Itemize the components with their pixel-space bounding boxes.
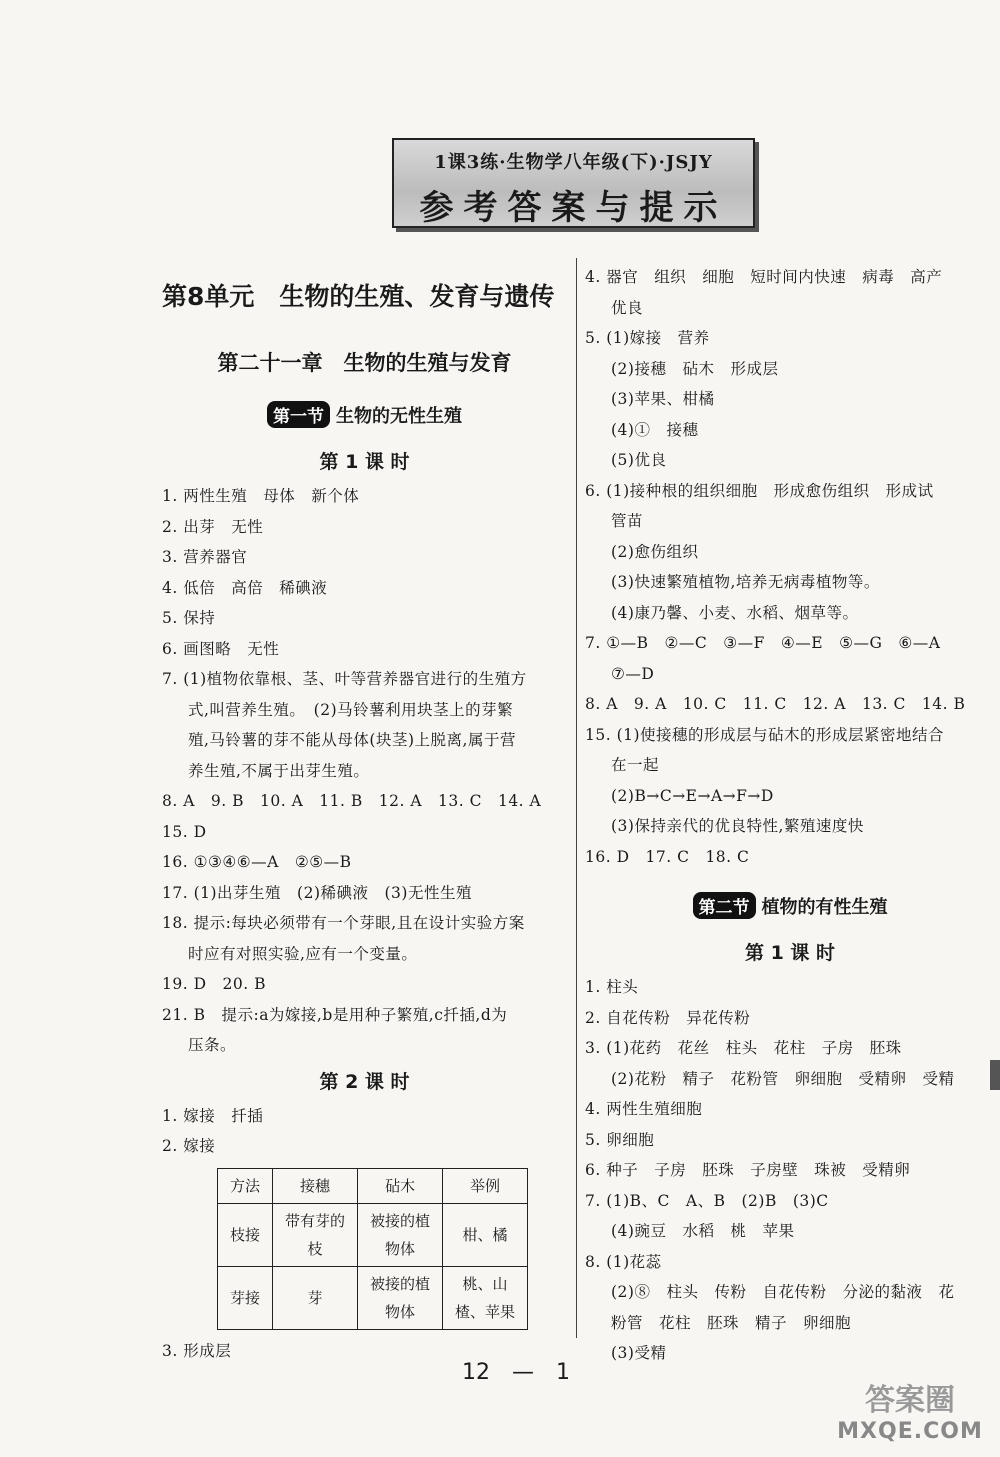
answer-line: 5. (1)嫁接 营养 [585,329,710,347]
table-cell: 枝接 [218,1203,273,1266]
answer-line: 1. 柱头 [585,978,639,996]
answer-line: (4)① 接穗 [611,420,699,439]
table-header-cell: 砧木 [358,1168,443,1203]
table-row [218,1203,528,1266]
answer-line: 6. (1)接种根的组织细胞 形成愈伤组织 形成试 [585,481,934,500]
answer-line: 8. A 9. B 10. A 11. B 12. A 13. C 14. A [162,792,542,810]
answer-line: (3)保持亲代的优良特性,繁殖速度快 [611,817,864,835]
table-cell: 芽 [273,1266,358,1329]
answer-line: 8. (1)花蕊 [585,1252,662,1271]
answer-line: 4. 低倍 高倍 稀碘液 [162,578,328,597]
answer-line: (4)豌豆 水稻 桃 苹果 [611,1222,795,1240]
answer-line: 养生殖,不属于出芽生殖。 [188,761,370,780]
answer-line: 1. 嫁接 扦插 [162,1106,264,1125]
answer-line: 16. D 17. C 18. C [585,847,750,866]
table-header-cell: 举例 [443,1168,528,1203]
answer-line: (2)花粉 精子 花粉管 卵细胞 受精卵 受精 [611,1069,955,1088]
answer-list [162,481,567,1061]
table-header-cell: 方法 [218,1168,273,1203]
answer-line: 3. 形成层 [162,1341,232,1360]
answer-line: 5. 保持 [162,609,216,627]
answer-line: ⑦—D [611,664,655,683]
answer-line: 4. 器官 组织 细胞 短时间内快速 病毒 高产 [585,268,943,286]
page-title: 参考答案与提示 [419,188,728,228]
answer-line: 15. (1)使接穗的形成层与砧木的形成层紧密地结合 [585,725,945,744]
answer-line: (2)愈伤组织 [611,542,699,561]
answer-line: 7. (1)植物依靠根、茎、叶等营养器官进行的生殖方 [162,670,527,688]
watermark-text: 答案圈 [865,1383,955,1418]
answer-line: 7. (1)B、C A、B (2)B (3)C [585,1191,829,1210]
answer-line: 7. ①—B ②—C ③—F ④—E ⑤—G ⑥—A [585,634,941,652]
answer-line: 16. ①③④⑥—A ②⑤—B [162,853,352,871]
book-subtitle: 1课3练·生物学八年级(下)·JSJY [434,152,713,173]
answer-line: (3)苹果、柑橘 [611,390,715,408]
answer-line: 在一起 [611,756,660,774]
answer-line: (3)受精 [611,1344,667,1362]
answer-line: 时应有对照实验,应有一个变量。 [188,944,418,963]
section-badge: 第二节 [693,892,756,919]
answer-line: 1. 两性生殖 母体 新个体 [162,487,360,505]
watermark-logo [835,1375,985,1450]
answer-line: 6. 画图略 无性 [162,639,280,658]
answer-line: 3. 营养器官 [162,548,248,566]
answer-line: 2. 自花传粉 异花传粉 [585,1008,751,1027]
answer-line: (4)康乃馨、小麦、水稻、烟草等。 [611,603,859,622]
table-header-cell: 接穗 [273,1168,358,1203]
answer-line: 管苗 [611,512,644,530]
table-header-row [218,1168,528,1203]
answer-line: 8. A 9. A 10. C 11. C 12. A 13. C 14. B [585,695,966,713]
right-column [585,262,995,1369]
lesson-heading: 第 1 课 时 [744,942,836,964]
section-title: 植物的有性生殖 [761,897,888,918]
answer-line: 殖,马铃薯的芽不能从母体(块茎)上脱离,属于营 [188,731,516,749]
answer-line: (2)B→C→E→A→F→D [611,786,774,805]
answer-line: 6. 种子 子房 胚珠 子房壁 珠被 受精卵 [585,1161,911,1179]
table-cell: 带有芽的枝 [273,1203,358,1266]
answer-line: 优良 [611,298,644,317]
section-heading [585,892,995,932]
answer-line: 21. B 提示:a为嫁接,b是用种子繁殖,c扦插,d为 [162,1005,508,1024]
answer-line: 粉管 花柱 胚珠 精子 卵细胞 [611,1313,852,1332]
table-cell: 被接的植物体 [358,1266,443,1329]
answer-list [585,262,995,872]
answer-line: 15. D [162,822,207,841]
answer-line: 3. (1)花药 花丝 柱头 花柱 子房 胚珠 [585,1039,902,1057]
answer-line: (2)接穗 砧木 形成层 [611,359,779,378]
lesson-heading: 第 1 课 时 [319,451,410,473]
page-edge-tab [990,1060,1000,1090]
answer-line: 17. (1)出芽生殖 (2)稀碘液 (3)无性生殖 [162,883,472,902]
answer-line: 4. 两性生殖细胞 [585,1100,703,1118]
column-divider [576,258,577,1338]
table-row [218,1266,528,1329]
lesson-heading: 第 2 课 时 [319,1070,410,1093]
answer-line: 5. 卵细胞 [585,1130,655,1149]
answer-line: 19. D 20. B [162,975,266,993]
table-cell: 芽接 [218,1266,273,1329]
answer-line: 式,叫营养生殖。 (2)马铃薯利用块茎上的芽繁 [188,700,514,719]
answer-line: 2. 嫁接 [162,1137,216,1155]
answer-line: 压条。 [188,1036,237,1054]
page-number: 12 — 1 [462,1360,570,1385]
section-heading [162,401,567,441]
answer-line: (5)优良 [611,451,667,469]
table-cell: 被接的植物体 [358,1203,443,1266]
watermark-url: MXQE.COM [837,1419,983,1444]
answer-line: 18. 提示:每块必须带有一个芽眼,且在设计实验方案 [162,914,525,932]
section-badge: 第一节 [267,401,330,428]
answer-line: 2. 出芽 无性 [162,517,264,536]
answer-line: (3)快速繁殖植物,培养无病毒植物等。 [611,573,880,591]
answer-header-box [392,138,755,228]
section-title: 生物的无性生殖 [336,406,462,427]
table-cell: 柑、橘 [443,1203,528,1266]
chapter-title: 第二十一章 生物的生殖与发育 [217,351,512,375]
answer-list [585,972,995,1369]
answer-line: (2)⑧ 柱头 传粉 自花传粉 分泌的黏液 花 [611,1283,955,1301]
left-column [162,262,567,1366]
table-cell: 桃、山楂、苹果 [443,1266,528,1329]
grafting-table [217,1168,528,1330]
unit-title: 第8单元 生物的生殖、发育与遗传 [162,282,555,311]
